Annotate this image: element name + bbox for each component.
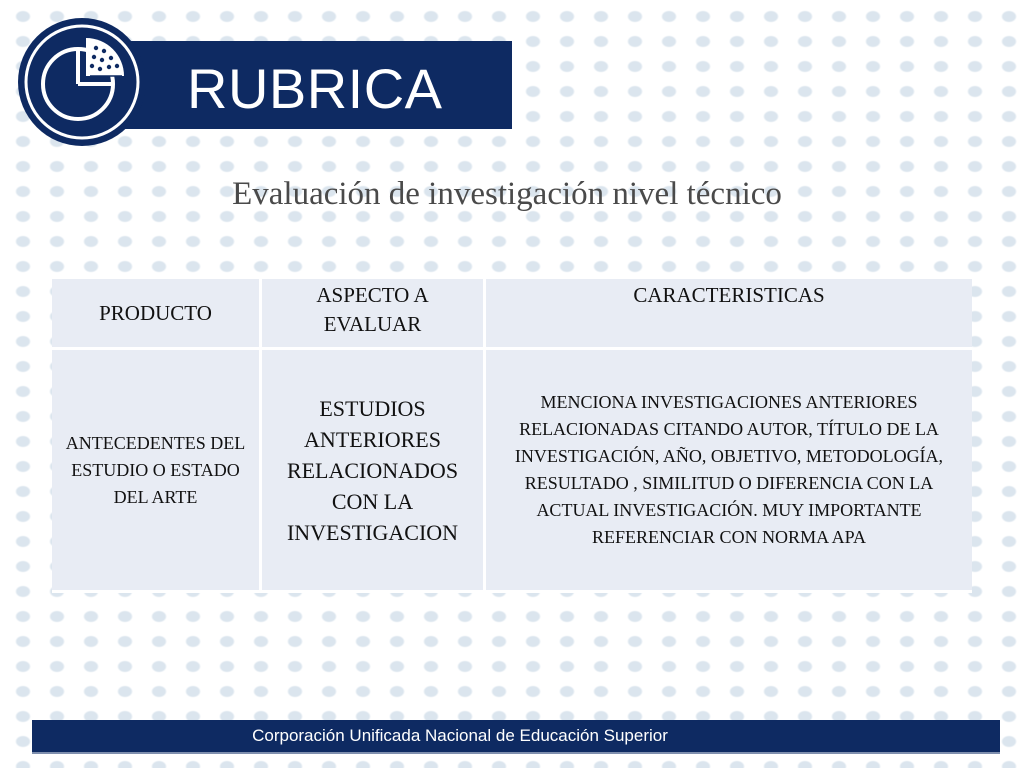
- slide-title: RUBRICA: [187, 57, 443, 120]
- cell-producto: ANTECEDENTES DEL ESTUDIO O ESTADO DEL ARTE: [52, 350, 262, 593]
- rubric-table: [52, 279, 972, 593]
- header-caracteristicas: CARACTERISTICAS: [486, 279, 972, 350]
- footer-bar: [32, 720, 1000, 752]
- header-aspecto: ASPECTO A EVALUAR: [262, 279, 486, 350]
- table-header-row: [52, 279, 972, 350]
- cell-caracteristicas: MENCIONA INVESTIGACIONES ANTERIORES RELACIONADAS CITANDO AUTOR, TÍTULO DE LA INVESTIGACIÓN, AÑO, OBJETIVO, METODOLOGÍA, RESULTADO , SIMILITUD O DIFERENCIA CON LA ACTUAL INVESTIGACIÓN. MUY IMPORTANTE REFERENCIAR CON NORMA APA: [486, 350, 972, 593]
- footer-text: Corporación Unificada Nacional de Educación Superior: [252, 726, 668, 745]
- table-row: [52, 350, 972, 593]
- slide-subtitle: Evaluación de investigación nivel técnico: [232, 176, 782, 212]
- pie-chart-icon: [18, 18, 146, 146]
- header-producto: PRODUCTO: [52, 279, 262, 350]
- cell-aspecto: ESTUDIOS ANTERIORES RELACIONADOS CON LA INVESTIGACION: [262, 350, 486, 593]
